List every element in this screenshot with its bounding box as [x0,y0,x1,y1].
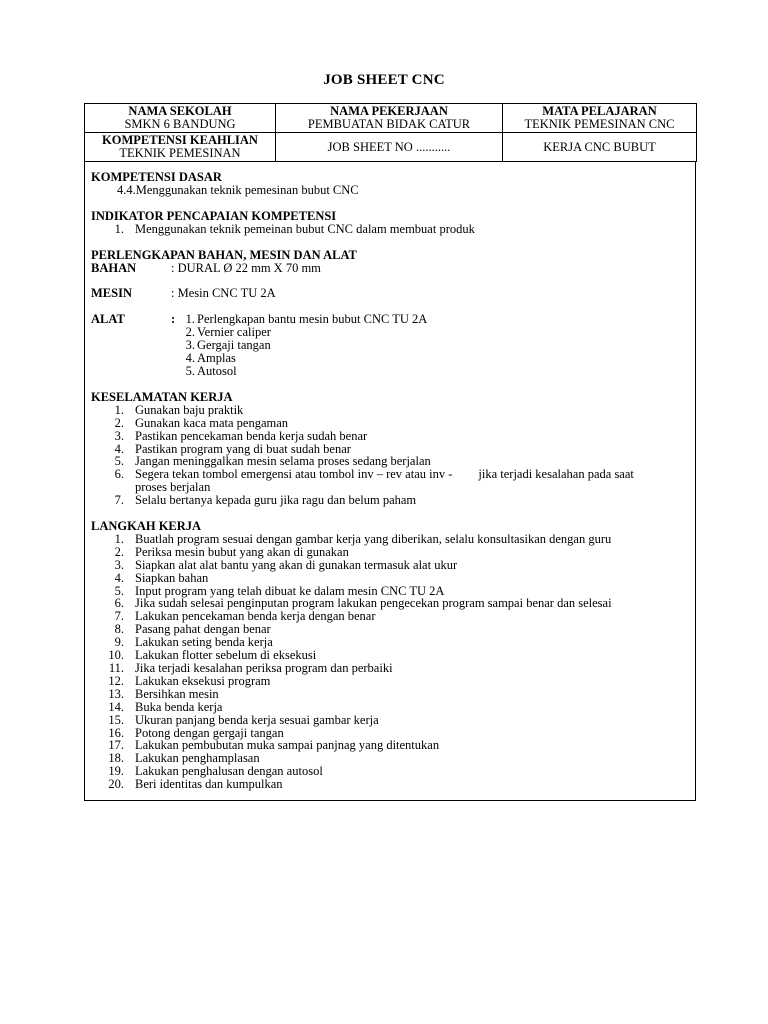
nama-pekerjaan-label: NAMA PEKERJAAN [330,104,448,118]
list-item: 20. Beri identitas dan kumpulkan [108,777,283,792]
list-item: 3. Gergaji tangan [185,338,271,353]
list-item: 9. Lakukan seting benda kerja [114,635,273,650]
mata-pelajaran-cell [503,104,697,133]
kompetensi-keahlian-cell [85,133,276,162]
kompetensi-keahlian-value: TEKNIK PEMESINAN [119,146,241,160]
content [91,171,691,791]
list-item: 2. Gunakan kaca mata pengaman [114,415,289,430]
kompetensi-dasar-heading: KOMPETENSI DASAR [91,170,222,184]
nama-pekerjaan-value: PEMBUATAN BIDAK CATUR [307,117,471,131]
list-item: 7. Selalu bertanya kepada guru jika ragu dan belum paham [114,493,417,508]
header-table [84,103,697,162]
mesin-label: MESIN [91,286,132,301]
bahan-label: BAHAN [91,260,137,275]
list-item: 16. Potong dengan gergaji tangan [108,725,284,740]
kerja-cell [503,133,697,162]
nama-pekerjaan-cell [276,104,503,133]
langkah-heading: LANGKAH KERJA [91,519,202,534]
list-item: 17. Lakukan pembubutan muka sampai panjnag yang ditentukan [108,738,440,753]
list-item: 13. Bersihkan mesin [108,686,219,701]
kompetensi-keahlian-label: KOMPETENSI KEAHLIAN [102,133,258,147]
list-item: 10. Lakukan flotter sebelum di eksekusi [108,648,317,663]
list-item: 15. Ukuran panjang benda kerja sesuai gambar kerja [108,712,379,727]
keselamatan-list [91,404,691,507]
indikator-heading: INDIKATOR PENCAPAIAN KOMPETENSI [91,208,337,223]
list-item: 1. Menggunakan teknik pemeinan bubut CNC dalam membuat produk [114,221,475,236]
list-item: 4. Amplas [185,351,236,366]
bahan-value: : DURAL Ø 22 mm X 70 mm [171,260,321,275]
list-item: 11. Jika terjadi kesalahan periksa program dan perbaiki [108,661,393,675]
keselamatan-heading: KESELAMATAN KERJA [91,389,233,404]
page-title: JOB SHEET CNC [323,72,445,88]
list-item: 5. Input program yang telah dibuat ke dalam mesin CNC TU 2A [114,583,445,598]
list-item: 1. Buatlah program sesuai dengan gambar kerja yang diberikan, selalu konsultasikan dengan guru [114,531,612,546]
alat-label: ALAT [91,312,125,327]
list-item: 19. Lakukan penghalusan dengan autosol [108,764,323,779]
list-item: 14. Buka benda kerja [108,699,223,714]
list-item: 1. Gunakan baju praktik [114,402,244,417]
list-item: 1. Perlengkapan bantu mesin bubut CNC TU 2A [185,312,428,327]
list-item: 18. Lakukan penghamplasan [108,751,260,766]
mata-pelajaran-value: TEKNIK PEMESINAN CNC [524,117,675,131]
list-item: 4. Pastikan program yang di buat sudah benar [114,441,351,456]
alat-colon: : [171,312,176,327]
list-item: 4. Siapkan bahan [114,570,209,585]
list-item: 5. Autosol [185,363,237,378]
langkah-list [91,533,691,791]
list-item: 8. Pasang pahat dengan benar [114,622,271,637]
kerja-value: KERJA CNC BUBUT [543,139,656,154]
nama-sekolah-label: NAMA SEKOLAH [128,104,232,118]
list-item: 3. Pastikan pencekaman benda kerja sudah benar [114,428,368,443]
list-item: 6. Jika sudah selesai penginputan program lakukan pengecekan program sampai benar dan selesai [114,596,612,611]
job-sheet-no-cell [276,133,503,162]
perlengkapan-heading: PERLENGKAPAN BAHAN, MESIN DAN ALAT [91,247,357,262]
nama-sekolah-cell [85,104,276,133]
list-item: 2. Periksa mesin bubut yang akan di gunakan [114,544,349,559]
indikator-list [91,223,691,236]
mesin-row [91,287,691,300]
job-sheet-no: JOB SHEET NO ........... [327,139,451,154]
list-item: 7. Lakukan pencekaman benda kerja dengan benar [114,609,376,624]
kompetensi-dasar-text: 4.4.Menggunakan teknik pemesinan bubut CNC [117,182,359,197]
list-item: 12. Lakukan eksekusi program [108,673,271,688]
nama-sekolah-value: SMKN 6 BANDUNG [124,117,236,131]
bahan-row [91,262,691,275]
list-item: 5. Jangan meninggalkan mesin selama proses sedang berjalan [114,454,431,469]
mesin-value: : Mesin CNC TU 2A [171,286,276,301]
list-item: 2. Vernier caliper [185,325,271,340]
list-item: 3. Siapkan alat alat bantu yang akan di gunakan termasuk alat ukur [114,557,458,572]
alat-list [181,313,691,378]
list-item: 6. Segera tekan tombol emergensi atau tombol inv – rev atau inv - jika terjadi kesalahan pada saat proses berjalan [114,467,634,495]
mata-pelajaran-label: MATA PELAJARAN [542,104,657,118]
alat-row [91,313,691,378]
